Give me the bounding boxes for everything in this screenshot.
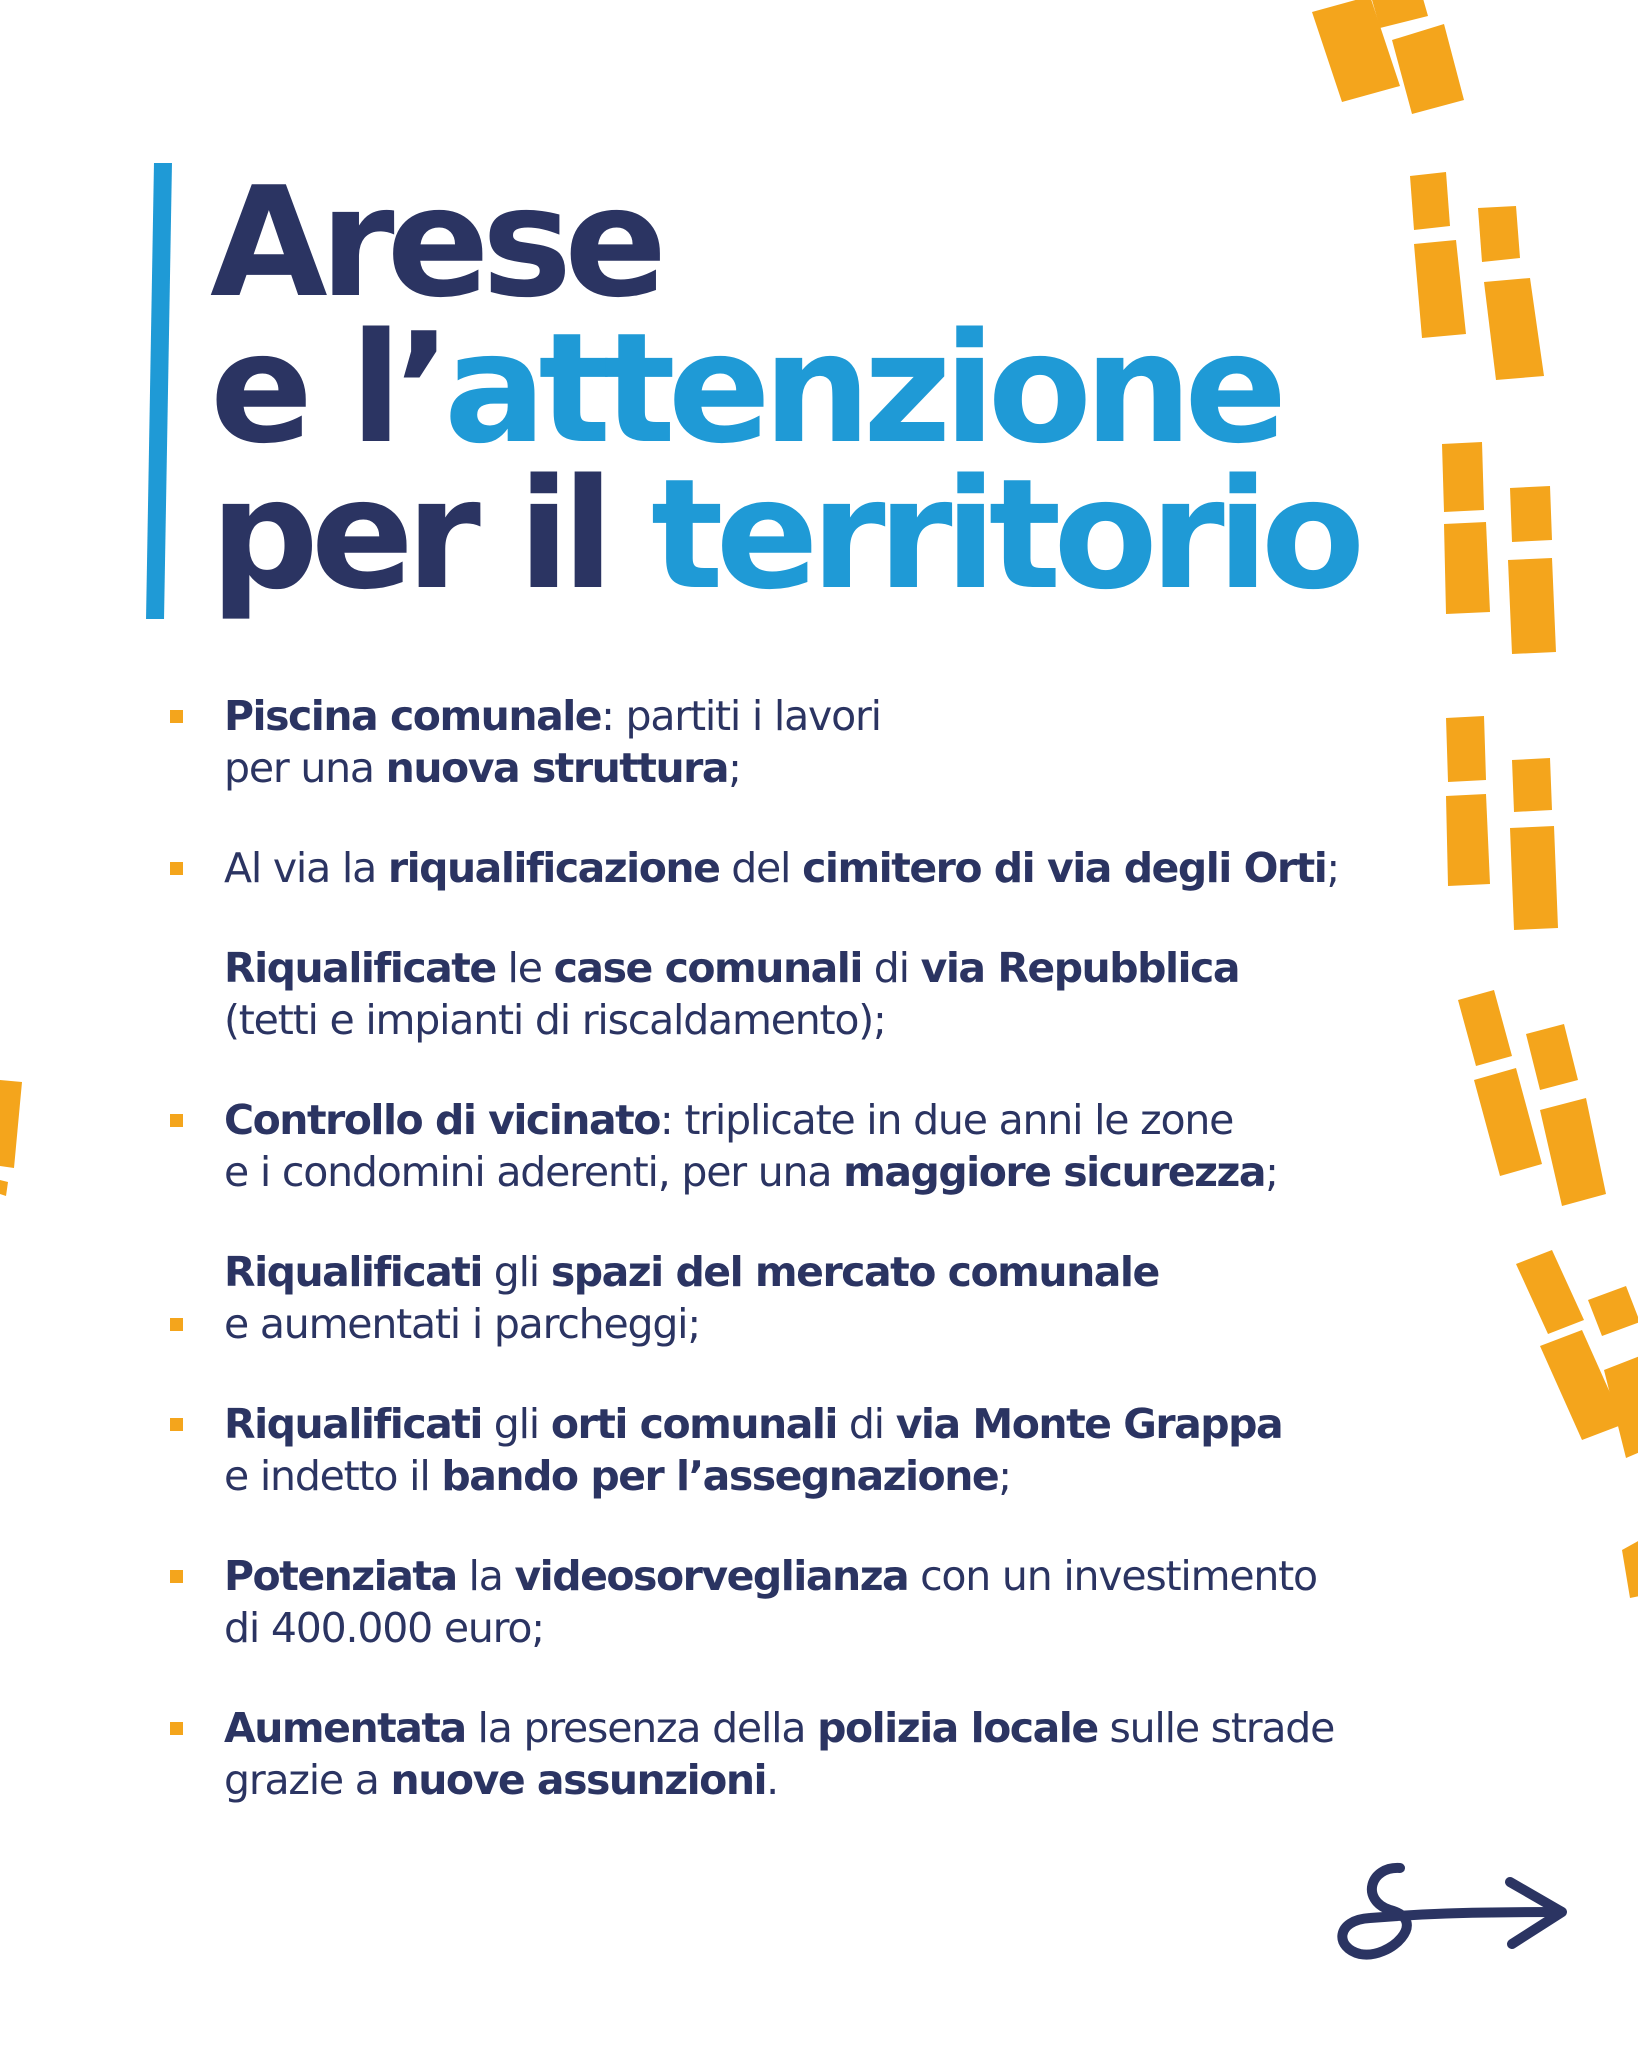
body-text: la bbox=[456, 1552, 515, 1600]
body-text: ; bbox=[1326, 844, 1339, 892]
title-line-3 bbox=[210, 446, 1358, 623]
highlight-text: Riqualificate bbox=[224, 944, 496, 992]
bullet-square-icon bbox=[170, 1722, 183, 1735]
body-text: : partiti i lavori bbox=[601, 692, 881, 740]
bullet-square-icon bbox=[170, 862, 183, 875]
highlight-text: case comunali bbox=[553, 944, 862, 992]
title-line-2-prefix: e l’ bbox=[210, 300, 444, 477]
list-item bbox=[220, 1246, 1500, 1350]
list-item bbox=[220, 1550, 1500, 1654]
highlight-text: orti comunali bbox=[550, 1400, 837, 1448]
highlight-text: Riqualificati bbox=[224, 1400, 482, 1448]
highlight-text: riqualificazione bbox=[387, 844, 720, 892]
title-line-3-prefix: per il bbox=[210, 446, 651, 623]
title-line-3-accent: territorio bbox=[650, 446, 1358, 623]
list-item bbox=[220, 1398, 1500, 1502]
bullet-square-icon bbox=[170, 1570, 183, 1583]
bullet-square-icon bbox=[170, 1418, 183, 1431]
highlight-text: Piscina comunale bbox=[224, 692, 602, 740]
title-line-2 bbox=[210, 300, 1357, 477]
list-item bbox=[220, 842, 1500, 894]
list-item bbox=[220, 1094, 1500, 1198]
body-text: sulle strade bbox=[1097, 1704, 1335, 1752]
bullet-square-icon bbox=[170, 1114, 183, 1127]
body-text: per una bbox=[224, 744, 386, 792]
body-text: Al via la bbox=[224, 844, 388, 892]
body-text: grazie a bbox=[224, 1756, 391, 1804]
body-text: e aumentati i parcheggi; bbox=[224, 1300, 700, 1348]
body-text: . bbox=[766, 1756, 778, 1804]
title-line-1: Arese bbox=[210, 154, 660, 331]
body-text: le bbox=[495, 944, 554, 992]
highlight-text: Controllo di vicinato bbox=[224, 1096, 660, 1144]
bullet-square-icon bbox=[170, 710, 183, 723]
body-text: di bbox=[837, 1400, 896, 1448]
list-item bbox=[220, 690, 1500, 794]
page-title bbox=[210, 154, 1358, 623]
highlight-text: cimitero di via degli Orti bbox=[802, 844, 1327, 892]
body-text: di bbox=[861, 944, 921, 992]
body-text: (tetti e impianti di riscaldamento); bbox=[224, 996, 886, 1044]
list-item bbox=[220, 1702, 1500, 1806]
title-line-2-accent: attenzione bbox=[443, 300, 1280, 477]
body-text: di 400.000 euro; bbox=[224, 1604, 544, 1652]
body-text: ; bbox=[998, 1452, 1011, 1500]
highlight-text: nuove assunzioni bbox=[390, 1756, 767, 1804]
body-text: : triplicate in due anni le zone bbox=[659, 1096, 1234, 1144]
body-text: gli bbox=[481, 1248, 551, 1296]
body-text: e indetto il bbox=[224, 1452, 442, 1500]
highlight-text: maggiore sicurezza bbox=[843, 1148, 1266, 1196]
body-text: del bbox=[719, 844, 803, 892]
highlight-text: via Repubblica bbox=[920, 944, 1240, 992]
body-text: e i condomini aderenti, per una bbox=[224, 1148, 844, 1196]
body-text: ; bbox=[728, 744, 741, 792]
highlight-text: nuova struttura bbox=[385, 744, 729, 792]
achievements-list bbox=[220, 690, 1500, 1854]
highlight-text: Aumentata bbox=[224, 1704, 466, 1752]
list-item bbox=[220, 942, 1500, 1046]
body-text: la presenza della bbox=[465, 1704, 818, 1752]
highlight-text: Riqualificati bbox=[224, 1248, 482, 1296]
highlight-text: bando per l’assegnazione bbox=[441, 1452, 999, 1500]
body-text: gli bbox=[481, 1400, 551, 1448]
highlight-text: spazi del mercato comunale bbox=[550, 1248, 1159, 1296]
bullet-square-icon bbox=[170, 1318, 183, 1331]
title-accent-bar bbox=[146, 163, 172, 619]
body-text: ; bbox=[1265, 1148, 1278, 1196]
body-text: con un investimento bbox=[908, 1552, 1317, 1600]
highlight-text: videosorveglianza bbox=[514, 1552, 909, 1600]
arrow-right-icon[interactable] bbox=[1330, 1860, 1570, 1960]
highlight-text: polizia locale bbox=[817, 1704, 1098, 1752]
highlight-text: Potenziata bbox=[224, 1552, 457, 1600]
highlight-text: via Monte Grappa bbox=[895, 1400, 1283, 1448]
